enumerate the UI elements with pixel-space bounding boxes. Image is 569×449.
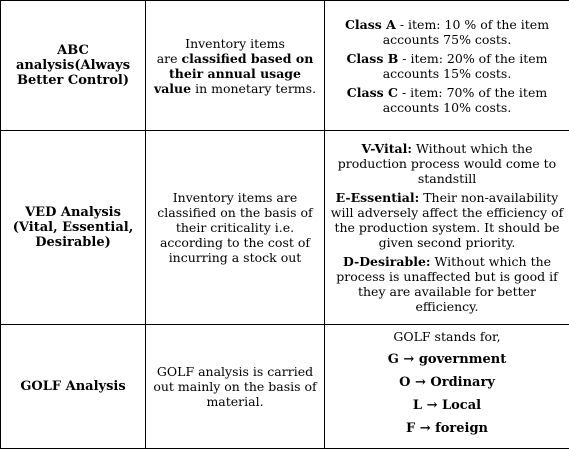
table-row-abc — [1, 1, 569, 131]
ved-vital-term: V-Vital: — [361, 141, 412, 156]
ved-name-cell — [1, 131, 146, 325]
ved-description: Inventory items are classified on the basis of their criticality i.e. according to the cost of incurring a stock out — [151, 190, 319, 265]
golf-item-l: L → Local — [330, 398, 564, 413]
abc-name-cell — [1, 1, 146, 131]
golf-name-cell — [1, 325, 146, 449]
abc-class-a-term: Class A — [345, 17, 396, 32]
ved-essential — [330, 190, 564, 250]
ved-desirable-text: Without which the process is unaffected but is good if they are available for better efficiency. — [336, 254, 557, 314]
ved-vital — [330, 141, 564, 186]
ved-essential-term: E-Essential: — [336, 190, 420, 205]
ved-essential-text: Their non-availability will adversely affect the efficiency of the production system. It should be given second priority. — [331, 190, 563, 250]
abc-description-part-2: are — [157, 51, 182, 66]
abc-description-emphasis: classified based on their annual usage value — [154, 51, 313, 96]
ved-desirable-term: D-Desirable: — [343, 254, 431, 269]
table-row-ved — [1, 131, 569, 325]
golf-item-g: G → government — [330, 352, 564, 367]
abc-description — [151, 36, 319, 96]
abc-description-part-1: Inventory items — [185, 36, 285, 51]
abc-name: ABC analysis(Always Better Control) — [16, 43, 130, 88]
abc-class-b — [330, 51, 564, 81]
abc-class-b-term: Class B — [346, 51, 398, 66]
golf-item-f: F → foreign — [330, 421, 564, 436]
ved-desirable — [330, 254, 564, 314]
ved-description-cell — [146, 131, 325, 325]
table-row-golf — [1, 325, 569, 449]
abc-class-a-text: - item: 10 % of the item accounts 75% costs. — [383, 17, 549, 47]
golf-name: GOLF Analysis — [20, 379, 125, 394]
abc-class-c-text: - item: 70% of the item accounts 10% costs. — [383, 85, 548, 115]
golf-details-cell — [325, 325, 569, 449]
golf-description-cell — [146, 325, 325, 449]
golf-intro: GOLF stands for, — [330, 329, 564, 344]
ved-details-cell — [325, 131, 569, 325]
golf-description: GOLF analysis is carried out mainly on the basis of material. — [151, 364, 319, 409]
ved-name: VED Analysis (Vital, Essential, Desirable) — [13, 205, 133, 250]
abc-class-a — [330, 17, 564, 47]
abc-details-cell — [325, 1, 569, 131]
ved-vital-text: Without which the production process would come to standstill — [338, 141, 556, 186]
abc-class-c — [330, 85, 564, 115]
abc-description-part-4: in monetary terms. — [191, 81, 316, 96]
golf-item-o: O → Ordinary — [330, 375, 564, 390]
abc-class-b-text: - item: 20% of the item accounts 15% costs. — [383, 51, 548, 81]
abc-class-c-term: Class C — [347, 85, 398, 100]
abc-description-cell — [146, 1, 325, 131]
